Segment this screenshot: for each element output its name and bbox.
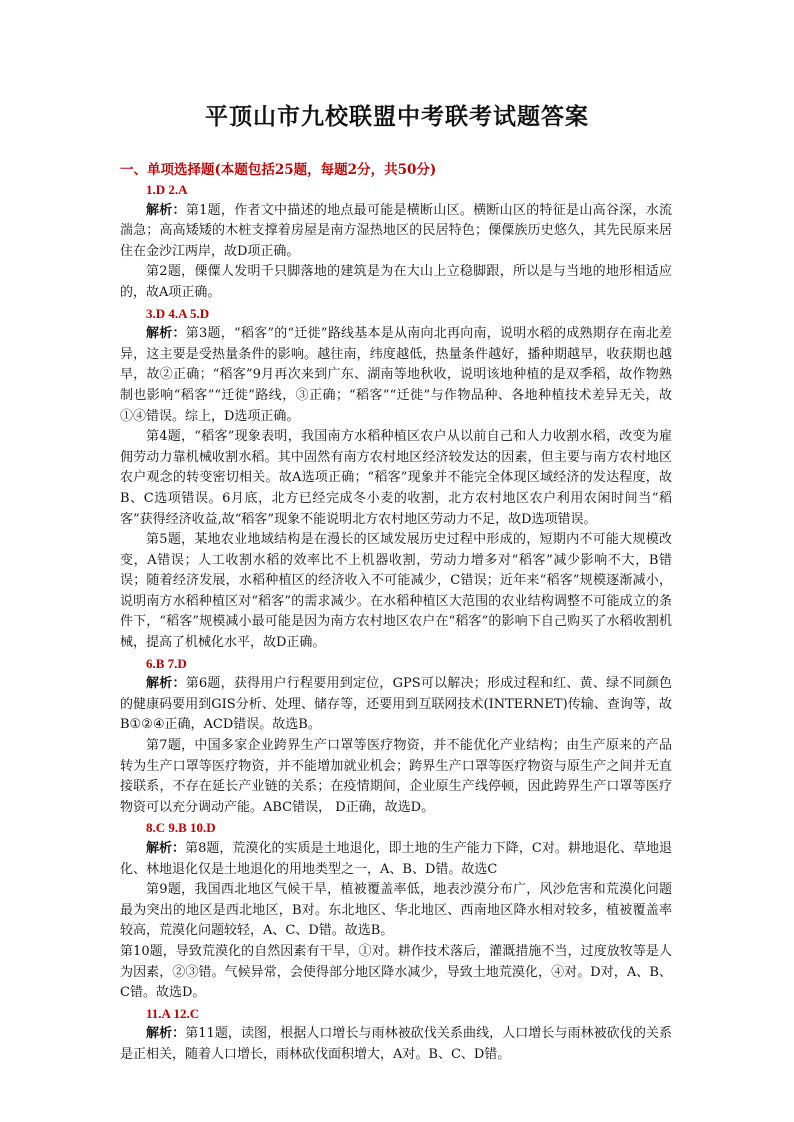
explain-label: 解析： bbox=[146, 841, 186, 856]
explain-label: 解析： bbox=[146, 676, 186, 692]
answer-content bbox=[120, 180, 672, 1066]
explain-label: 解析： bbox=[146, 202, 186, 218]
explanation bbox=[120, 839, 672, 880]
answer-key: 1.D 2.A bbox=[146, 182, 188, 197]
explanation-text: 第1题，作者文中描述的地点最可能是横断山区。横断山区的特征是山高谷深，水流湍急；高高矮矮的木桩支撑着房屋是南方湿热地区的民居特色；傈僳族历史悠久，其先民原来居住在金沙江两岸，故D项正确。 bbox=[120, 202, 672, 259]
explanation-text: 第8题，荒漠化的实质是土地退化，即土地的生产能力下降，C对。耕地退化、草地退化、林地退化仅是土地退化的用地类型之一，A、B、D错。故选C bbox=[120, 841, 672, 877]
page-title: 平顶山市九校联盟中考联考试题答案 bbox=[205, 103, 589, 130]
explain-label: 解析： bbox=[146, 1026, 186, 1042]
explanation-paragraph: 第7题，中国多家企业跨界生产口罩等医疗物资，并不能优化产业结构；由生产原来的产品转为生产口罩等医疗物资，并不能增加就业机会；跨界生产口罩等医疗物资与原生产之间并无直接联系，不存在延长产业链的关系；在疫情期间，企业原生产线停顿，因此跨界生产口罩等医疗物资可以充分调动产能。ABC错误， D正确，故选D。 bbox=[120, 738, 672, 815]
explanation-text: 第6题，获得用户行程要用到定位，GPS可以解决；形成过程和红、黄、绿不同颜色的健康码要用到GIS分析、处理、储存等，还要用到互联网技术(INTERNET)传输、查询等，故B①②④正确，ACD错误。故选B。 bbox=[120, 676, 672, 733]
explanation-paragraph: 第2题，傈僳人发明千只脚落地的建筑是为在大山上立稳脚跟，所以是与当地的地形相适应的，故A项正确。 bbox=[120, 264, 672, 300]
explanation bbox=[120, 201, 672, 263]
answer-key: 6.B 7.D bbox=[146, 655, 187, 671]
explanation bbox=[120, 1024, 672, 1065]
section-heading: 一、单项选择题(本题包括25题，每题2分，共50分) bbox=[120, 162, 437, 178]
explanation-paragraph: 第10题，导致荒漠化的自然因素有干旱，①对。耕作技术落后，灌溉措施不当，过度放牧等是人为因素，②③错。气候异常，会使得部分地区降水减少，导致土地荒漠化，④对。D对，A、B、C错。故选D。 bbox=[120, 943, 672, 1001]
explain-label: 解析： bbox=[146, 326, 186, 342]
explanation bbox=[120, 674, 672, 736]
answer-key: 3.D 4.A 5.D bbox=[146, 305, 210, 321]
explanation bbox=[120, 324, 672, 427]
answer-key: 8.C 9.B 10.D bbox=[146, 820, 216, 836]
answer-key: 11.A 12.C bbox=[146, 1005, 200, 1021]
explanation-text: 第11题，读图，根据人口增长与雨林被砍伐关系曲线，人口增长与雨林被砍伐的关系是正相关，随着人口增长，雨林砍伐面积增大，A对。B、C、D错。 bbox=[120, 1026, 672, 1062]
explanation-paragraph: 第5题，某地农业地域结构是在漫长的区域发展历史过程中形成的，短期内不可能大规模改变，A错误；人工收割水稻的效率比不上机器收割，劳动力增多对“稻客”减少影响不大，B错误；随着经济发展，水稻种植区的经济收入不可能减少，C错误；近年来“稻客”规模逐渐减小，说明南方水稻种植区对“稻客”的需求减少。在水稻种植区大范围的农业结构调整不可能成立的条件下，“稻客”规模减小最可能是因为南方农村地区农户在“稻客”的影响下自己购买了水稻收割机械，提高了机械化水平，故D正确。 bbox=[120, 532, 672, 651]
explanation-text: 第3题，“稻客”的“迁徙”路线基本是从南向北再向南，说明水稻的成熟期存在南北差异，这主要是受热量条件的影响。越往南，纬度越低，热量条件越好，播种期越早，收获期也越早，故②正确；“稻客”9月再次来到广东、湖南等地秋收，说明该地种植的是双季稻，故作物熟制也影响“稻客”“迁徙”路线，③正确；“稻客”“迁徙”与作物品种、各地种植技术差异无关，故①④错误。综上，D选项正确。 bbox=[120, 326, 672, 424]
explanation-paragraph: 第4题，“稻客”现象表明，我国南方水稻种植区农户从以前自己和人力收割水稻，改变为雇佣劳动力靠机械收割水稻。其中固然有南方农村地区经济较发达的因素，但主要与南方农村地区农户观念的转变密切相关。故A选项正确；“稻客”现象并不能完全体现区域经济的发达程度，故B、C选项错误。6月底，北方已经完成冬小麦的收割，北方农村地区农户利用农闲时间当“稻客”获得经济收益,故“稻客”现象不能说明北方农村地区劳动力不足，故D选项错误。 bbox=[120, 429, 672, 527]
explanation-paragraph: 第9题，我国西北地区气候干旱，植被覆盖率低，地表沙漠分布广，风沙危害和荒漠化问题最为突出的地区是西北地区，B对。东北地区、华北地区、西南地区降水相对较多，植被覆盖率较高，荒漠化问题较轻，A、C、D错。故选B。 bbox=[120, 882, 672, 939]
